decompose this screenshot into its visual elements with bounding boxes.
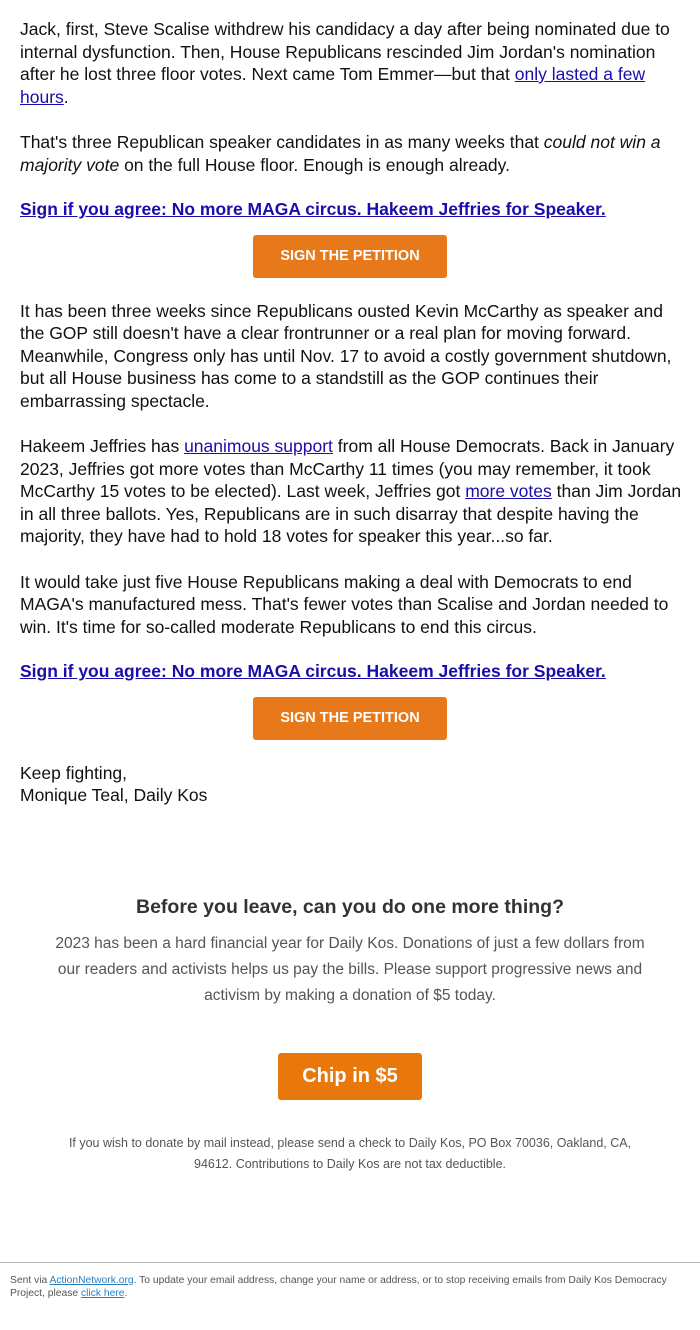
footer: Sent via ActionNetwork.org. To update your email address, change your name or address, or to stop receiving emails from Daily Kos Democracy Project, please click here. — [10, 1275, 667, 1299]
intro-paragraph: Jack, first, Steve Scalise withdrew his candidacy a day after being nominated due to internal dysfunction. Then, House Republicans rescinded Jim Jordan's nomination after he lost three floor votes. Next came Tom Emmer—but that only lasted a few hours. — [20, 19, 670, 107]
sign-petition-button[interactable]: SIGN THE PETITION — [253, 235, 447, 278]
more-votes-link[interactable]: more votes — [465, 481, 552, 501]
sign-petition-link-2[interactable]: Sign if you agree: No more MAGA circus. Hakeem Jeffries for Speaker. — [20, 661, 606, 681]
email-body — [20, 18, 682, 806]
click-here-link[interactable]: click here — [80, 1288, 125, 1299]
mail-donation-note: If you wish to donate by mail instead, please send a check to Daily Kos, PO Box 70036, Oakland, CA, 94612. Contributions to Daily Kos are not tax deductible. — [68, 1136, 632, 1171]
signoff-author: Monique Teal, Daily Kos — [20, 784, 208, 805]
unanimous-support-link[interactable]: unanimous support — [184, 436, 333, 456]
jeffries-paragraph: Hakeem Jeffries has unanimous support from all House Democrats. Back in January 2023, Jeffries got more votes than McCarthy 11 times (you may remember, it took McCarthy 15 votes to be elected). Last week, Jeffries got more votes than Jim Jordan in all three ballots. Yes, Republicans are in such disarray that despite having the majority, they have had to hold 18 votes for speaker this year...so far. — [20, 436, 682, 546]
donation-appeal — [0, 896, 700, 1175]
mccarthy-paragraph: It has been three weeks since Republicans ousted Kevin McCarthy as speaker and the GOP still doesn't have a clear frontrunner or a real plan for moving forward. Meanwhile, Congress only has until Nov. 17 to avoid a costly government shutdown, but all House business has come to a standstill as the GOP continues their embarrassing spectacle. — [20, 300, 672, 411]
chip-in-button[interactable]: Chip in $5 — [278, 1053, 422, 1100]
appeal-heading: Before you leave, can you do one more thing? — [136, 896, 564, 918]
five-republicans-paragraph: It would take just five House Republicans making a deal with Democrats to end MAGA's manufactured mess. That's fewer votes than Scalise and Jordan needed to win. It's time for so-called moderate Republicans to end this circus. — [20, 571, 669, 637]
appeal-text: 2023 has been a hard financial year for Daily Kos. Donations of just a few dollars from our readers and activists helps us pay the bills. Please support progressive news and activism by making a donation of $5 today. — [55, 935, 645, 1004]
sign-petition-link[interactable]: Sign if you agree: No more MAGA circus. Hakeem Jeffries for Speaker. — [20, 199, 606, 219]
only-lasted-link[interactable]: only lasted a few hours — [20, 64, 646, 107]
signoff — [20, 762, 682, 806]
speaker-candidates-paragraph: That's three Republican speaker candidates in as many weeks that could not win a majority vote on the full House floor. Enough is enough already. — [20, 132, 661, 175]
actionnetwork-link[interactable]: ActionNetwork.org — [49, 1275, 134, 1286]
footer-divider — [0, 1262, 700, 1263]
signoff-line: Keep fighting, — [20, 762, 128, 783]
sign-petition-button-2[interactable]: SIGN THE PETITION — [253, 697, 447, 740]
